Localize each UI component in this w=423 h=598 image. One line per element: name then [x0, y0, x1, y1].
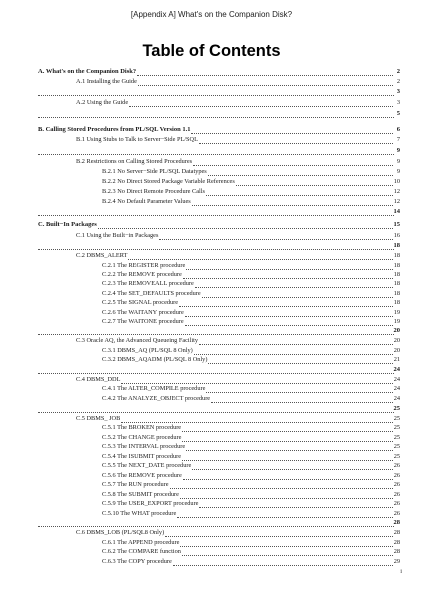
- toc-entry[interactable]: [102, 394, 400, 404]
- toc-entry-page-number: 9: [396, 168, 400, 175]
- dot-leader: [182, 425, 393, 432]
- dot-leader: [138, 79, 393, 86]
- toc-entry-page-number: 14: [393, 208, 400, 215]
- dot-leader: [170, 482, 393, 489]
- toc-entry-page-number: 12: [393, 188, 400, 195]
- dot-leader: [206, 386, 392, 393]
- dot-leader: [173, 559, 393, 566]
- toc-entry[interactable]: [102, 547, 400, 557]
- dot-leader: [182, 549, 393, 556]
- toc-entry-page-number: 26: [393, 491, 400, 498]
- toc-entry-page-number: 18: [393, 242, 400, 249]
- toc-entry-label: C.5.8 The SUBMIT procedure: [102, 491, 179, 498]
- dot-leader: [38, 328, 394, 335]
- toc-entry[interactable]: [76, 251, 400, 261]
- toc-entry-page-number: 3: [396, 88, 400, 95]
- toc-entry-label: B.2.3 No Direct Remote Procedure Calls: [102, 188, 206, 195]
- toc-entry-label: C.4.2 The ANALYZE_OBJECT procedure: [102, 395, 211, 402]
- toc-entry[interactable]: [102, 480, 400, 490]
- toc-entry-page-number: 18: [393, 280, 400, 287]
- toc-entry-label: B.1 Using Stubs to Talk to Server−Side PL/SQL: [76, 136, 198, 143]
- dot-leader: [129, 100, 393, 107]
- toc-entry-page-number: 18: [393, 271, 400, 278]
- toc-entry-label: C.5.7 The RUN procedure: [102, 481, 169, 488]
- toc-entry-page-number: 28: [393, 539, 400, 546]
- toc-entry-page-number: 3: [396, 99, 400, 106]
- toc-entry-label: B.2.1 No Server−Side PL/SQL Datatypes: [102, 168, 207, 175]
- toc-entry-label: B.2 Restrictions on Calling Stored Procedures: [76, 158, 193, 165]
- dot-leader: [211, 396, 393, 403]
- toc-entry-page-number: 29: [393, 558, 400, 565]
- toc-separator-line: [38, 109, 400, 119]
- dot-leader: [193, 159, 393, 166]
- toc-entry[interactable]: [102, 557, 400, 567]
- dot-leader: [199, 338, 393, 345]
- dot-leader: [159, 233, 392, 240]
- toc-entry-label: C.2.7 The WAITONE procedure: [102, 318, 184, 325]
- toc-separator-line: [38, 365, 400, 375]
- dot-leader: [192, 463, 392, 470]
- toc-entry-page-number: 25: [393, 405, 400, 412]
- dot-leader: [185, 310, 393, 317]
- toc-entry[interactable]: [76, 98, 400, 108]
- page-number: i: [400, 568, 402, 575]
- toc-entry[interactable]: [102, 187, 400, 197]
- toc-entry[interactable]: [102, 298, 400, 308]
- toc-entry-page-number: 24: [393, 395, 400, 402]
- toc-entry-label: C.5 DBMS_ JOB: [76, 415, 121, 422]
- toc-entry[interactable]: [76, 528, 400, 538]
- toc-entry-page-number: 2: [396, 78, 400, 85]
- toc-entry-label: A.2 Using the Guide: [76, 99, 129, 106]
- toc-entry-page-number: 25: [393, 443, 400, 450]
- dot-leader: [185, 319, 393, 326]
- toc-entry-page-number: 28: [393, 529, 400, 536]
- toc-entry-page-number: 25: [393, 434, 400, 441]
- toc-entry[interactable]: [102, 177, 400, 187]
- dot-leader: [199, 501, 392, 508]
- toc-entry-label: C.5.9 The USER_EXPORT procedure: [102, 500, 199, 507]
- dot-leader: [165, 530, 393, 537]
- toc-entry-page-number: 18: [393, 290, 400, 297]
- dot-leader: [183, 272, 393, 279]
- toc-entry[interactable]: [102, 384, 400, 394]
- toc-entry-page-number: 9: [396, 158, 400, 165]
- toc-entry-page-number: 9: [396, 147, 400, 154]
- toc-entry-page-number: 21: [393, 356, 400, 363]
- toc-entry-page-number: 25: [393, 424, 400, 431]
- toc-entry-page-number: 18: [393, 299, 400, 306]
- dot-leader: [98, 222, 393, 229]
- toc-entry-label: C.2.5 The SIGNAL procedure: [102, 299, 179, 306]
- toc-entry-page-number: 20: [393, 347, 400, 354]
- toc-entry-page-number: 16: [393, 232, 400, 239]
- toc-separator-line: [38, 207, 400, 217]
- page-title: Table of Contents: [142, 42, 281, 60]
- toc-entry-label: C.5.5 The NEXT_DATE procedure: [102, 462, 192, 469]
- toc-entry-page-number: 20: [393, 327, 400, 334]
- toc-entry-label: A.1 Installing the Guide: [76, 78, 137, 85]
- toc-entry-label: A. What's on the Companion Disk?: [38, 68, 137, 75]
- toc-entry-page-number: 2: [396, 68, 400, 75]
- dot-leader: [38, 520, 394, 527]
- toc-entry-label: C.5.4 The ISUBMIT procedure: [102, 453, 181, 460]
- toc-entry-label: C.6 DBMS_LOB (PL/SQL8 Only): [76, 529, 165, 536]
- toc-entry-label: C.4.1 The ALTER_COMPILE procedure: [102, 385, 206, 392]
- toc-entry-label: C.2.3 The REMOVEALL procedure: [102, 280, 194, 287]
- toc-entry-label: C.2.4 The SET_DEFAULTS procedure: [102, 290, 201, 297]
- toc-entry[interactable]: [76, 336, 400, 346]
- running-header: [Appendix A] What's on the Companion Disk?: [130, 10, 293, 19]
- toc-entry-page-number: 12: [393, 198, 400, 205]
- toc-entry[interactable]: [38, 220, 400, 230]
- dot-leader: [208, 169, 393, 176]
- toc-entry[interactable]: [76, 231, 400, 241]
- dot-leader: [208, 357, 392, 364]
- dot-leader: [121, 416, 392, 423]
- dot-leader: [182, 454, 393, 461]
- toc-entry-label: C.2 DBMS_ALERT: [76, 252, 128, 259]
- dot-leader: [183, 473, 393, 480]
- dot-leader: [182, 435, 392, 442]
- toc-entry-page-number: 19: [393, 318, 400, 325]
- dot-leader: [180, 492, 393, 499]
- toc-entry-page-number: 10: [393, 178, 400, 185]
- dot-leader: [38, 367, 394, 374]
- dot-leader: [137, 69, 393, 76]
- toc-entry-label: C.6.3 The COPY procedure: [102, 558, 172, 565]
- dot-leader: [38, 209, 394, 216]
- toc-entry-label: C.5.2 The CHANGE procedure: [102, 434, 182, 441]
- dot-leader: [180, 540, 392, 547]
- dot-leader: [38, 243, 394, 250]
- toc-entry[interactable]: [102, 355, 400, 365]
- toc-entry-page-number: 26: [393, 500, 400, 507]
- toc-entry-label: C.5.1 The BROKEN procedure: [102, 424, 182, 431]
- toc-entry-label: B. Calling Stored Procedures from PL/SQL Version 1.1: [38, 126, 191, 133]
- toc-entry-page-number: 20: [393, 337, 400, 344]
- toc-separator-line: [38, 241, 400, 251]
- toc-entry-label: C.1 Using the Built−in Packages: [76, 232, 159, 239]
- toc-entry-label: C.4 DBMS_DDL: [76, 376, 121, 383]
- toc-entry-page-number: 25: [393, 415, 400, 422]
- toc-entry-label: B.2.4 No Default Parameter Values: [102, 198, 191, 205]
- toc-entry-label: C.3 Oracle AQ, the Advanced Queueing Facility: [76, 337, 199, 344]
- dot-leader: [186, 263, 392, 270]
- toc-entry-page-number: 15: [393, 221, 400, 228]
- toc-separator-line: [38, 518, 400, 528]
- toc-entry-page-number: 5: [396, 110, 400, 117]
- dot-leader: [177, 511, 392, 518]
- toc-entry-label: C.2.6 The WAITANY procedure: [102, 309, 184, 316]
- toc-entry-label: C.3.1 DBMS_AQ (PL/SQL 8 Only): [102, 347, 193, 354]
- toc-entry-label: C.5.6 The REMOVE procedure: [102, 472, 182, 479]
- toc-entry[interactable]: [102, 279, 400, 289]
- toc-separator-line: [38, 87, 400, 97]
- toc-entry-label: C.3.2 DBMS_AQADM (PL/SQL 8 Only): [102, 356, 208, 363]
- toc-entry-label: C.6.2 The COMPARE function: [102, 548, 181, 555]
- toc-entry-page-number: 19: [393, 309, 400, 316]
- dot-leader: [38, 111, 394, 118]
- toc-entry-page-number: 18: [393, 252, 400, 259]
- toc-entry-page-number: 26: [393, 481, 400, 488]
- toc-entry[interactable]: [38, 67, 400, 77]
- toc-entry-page-number: 26: [393, 472, 400, 479]
- dot-leader: [195, 281, 393, 288]
- toc-entry-label: C.6.1 The APPEND procedure: [102, 539, 180, 546]
- toc-entry[interactable]: [102, 499, 400, 509]
- toc-separator-line: [38, 326, 400, 336]
- toc-entry-label: C.5.3 The INTERVAL procedure: [102, 443, 186, 450]
- dot-leader: [38, 406, 394, 413]
- toc-entry-label: C.2.2 The REMOVE procedure: [102, 271, 182, 278]
- toc-entry-page-number: 26: [393, 462, 400, 469]
- toc-entry-page-number: 28: [393, 548, 400, 555]
- toc-entry[interactable]: [76, 77, 400, 87]
- toc-entry-page-number: 25: [393, 453, 400, 460]
- toc-entry[interactable]: [102, 197, 400, 207]
- dot-leader: [38, 89, 394, 96]
- toc-entry[interactable]: [102, 423, 400, 433]
- toc-separator-line: [38, 404, 400, 414]
- toc-entry-label: C.2.1 The REGISTER procedure: [102, 262, 186, 269]
- toc-entry-page-number: 28: [393, 519, 400, 526]
- toc-entry-page-number: 24: [393, 376, 400, 383]
- dot-leader: [202, 291, 393, 298]
- toc-entry[interactable]: [38, 125, 400, 135]
- toc-entry[interactable]: [102, 167, 400, 177]
- toc-entry-label: C.5.10 The WHAT procedure: [102, 510, 177, 517]
- toc-entry-page-number: 7: [396, 136, 400, 143]
- toc-entry[interactable]: [76, 157, 400, 167]
- dot-leader: [199, 137, 393, 144]
- dot-leader: [128, 253, 392, 260]
- toc-entry-label: B.2.2 No Direct Stored Package Variable References: [102, 178, 235, 185]
- dot-leader: [38, 148, 394, 155]
- toc-entry-page-number: 24: [393, 366, 400, 373]
- toc-entry-page-number: 18: [393, 262, 400, 269]
- toc-entry-label: C. Built−In Packages: [38, 221, 97, 228]
- dot-leader: [194, 348, 393, 355]
- toc-entry[interactable]: [102, 442, 400, 452]
- dot-leader: [191, 127, 393, 134]
- table-of-contents: [0, 65, 423, 585]
- toc-entry[interactable]: [76, 135, 400, 145]
- toc-entry-page-number: 24: [393, 385, 400, 392]
- dot-leader: [179, 300, 393, 307]
- dot-leader: [206, 189, 393, 196]
- toc-separator-line: [38, 146, 400, 156]
- toc-entry[interactable]: [102, 461, 400, 471]
- toc-entry-page-number: 6: [396, 126, 400, 133]
- dot-leader: [192, 199, 393, 206]
- dot-leader: [121, 377, 392, 384]
- dot-leader: [186, 444, 393, 451]
- toc-entry-page-number: 26: [393, 510, 400, 517]
- dot-leader: [236, 179, 393, 186]
